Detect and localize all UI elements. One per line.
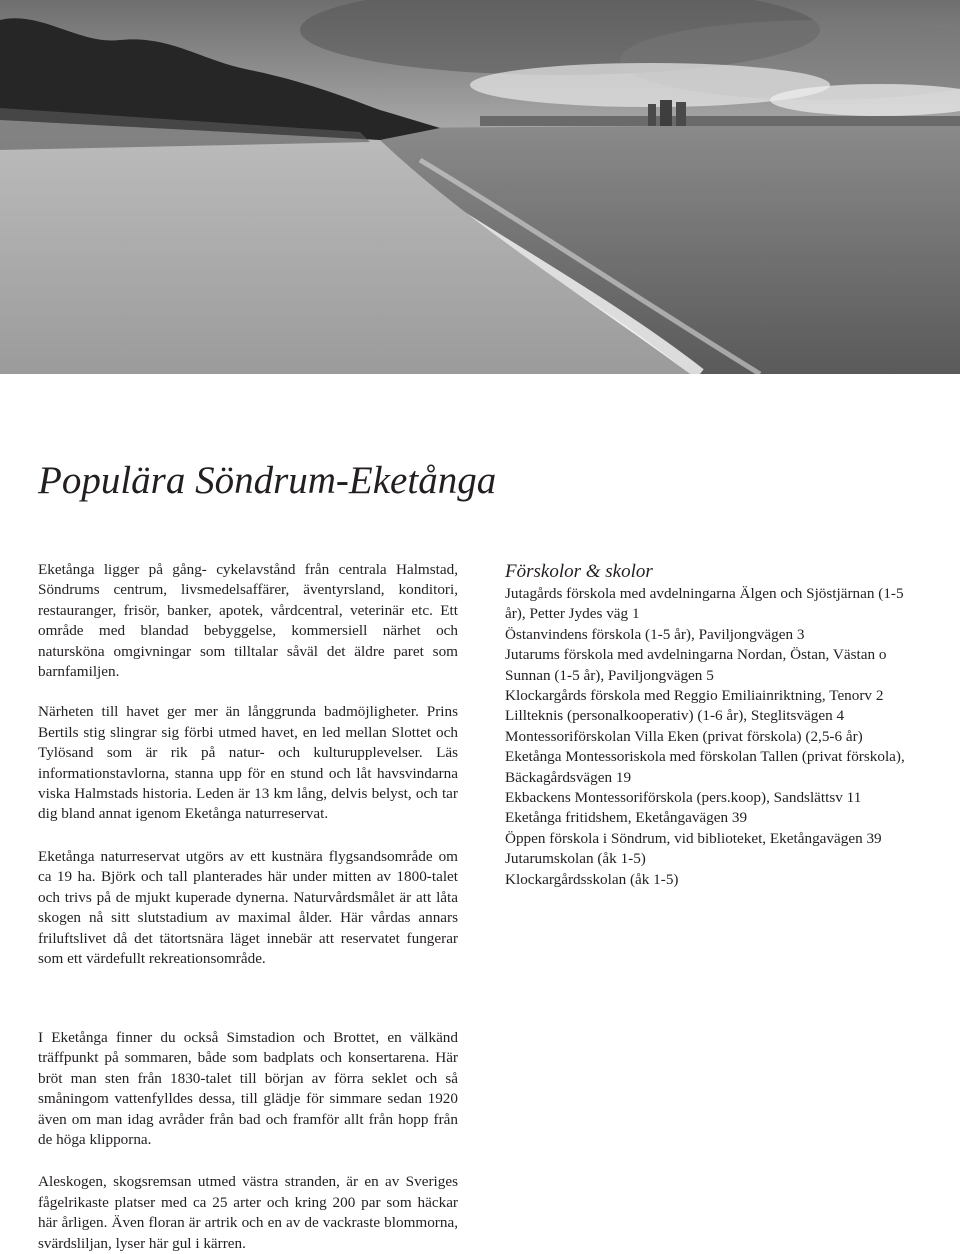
right-column (505, 560, 925, 890)
list-item: Klockargårds förskola med Reggio Emiliainriktning, Tenorv 2 (505, 687, 884, 705)
aleskogen-paragraph: Aleskogen, skogsremsan utmed västra stranden, är en av Sveriges fågelrikaste platser med ca 25 arter och kring 200 par som häckar här årligen. Även floran är artrik och en av de vackraste blommorna, svärdsliljan, lyser här gul i kärren. (38, 1173, 458, 1252)
left-column-bottom (38, 1028, 458, 1254)
list-item: Jutarumskolan (åk 1-5) (505, 850, 646, 868)
simstadion-paragraph: I Eketånga finner du också Simstadion och Brottet, en välkänd träffpunkt på sommaren, både som badplats och konsertarena. Här bröt man sten från 1830-talet till början av förra seklet och så småningom vattenfylldes dessa, till glädje för simmare sedan 1920 även om man idag avråder från bad och framför allt från hopp från de höga klipporna. (38, 1029, 458, 1149)
page-title: Populära Söndrum-Eketånga (38, 459, 497, 502)
left-column (38, 560, 458, 969)
preschool-list-1 (505, 584, 925, 706)
list-item: Öppen förskola i Söndrum, vid biblioteket, Eketångavägen 39 (505, 829, 882, 847)
reserve-paragraph: Eketånga naturreservat utgörs av ett kustnära flygsandsområde om ca 19 ha. Björk och tall planterades här under mitten av 1800-talet och trivs på de mjukt kuperade dynerna. Naturvårdsmålet är att låta skogen nå sitt slutstadium av maximal ålder. Här vårdas annars friluftslivet då det tätortsnära läget innebär att reservatet fungerar som ett värdefullt rekreationsområde. (38, 847, 458, 967)
list-item: Jutarums förskola med avdelningarna Nordan, Östan, Västan o Sunnan (1-5 år), Paviljongvägen 5 (505, 646, 887, 684)
list-item: Montessoriförskolan Villa Eken (privat förskola) (2,5-6 år) (505, 727, 863, 745)
beach-photo (0, 0, 960, 374)
preschool-list-2 (505, 706, 925, 808)
coast-paragraph: Närheten till havet ger mer än långgrunda badmöjligheter. Prins Bertils stig slingrar sig förbi utmed havet, en led mellan Slottet och Tylösand som är rik på natur- och kulturupplevelser. Läs informationstavlorna, stanna upp för en stund och låt havsvindarna viska Halmstads historia. Leden är 13 km lång, delvis belyst, och tar dig bland annat igenom Eketånga naturreservat. (38, 703, 458, 823)
list-item: Eketånga Montessoriskola med förskolan Tallen (privat förskola), Bäckagårdsvägen 19 (505, 748, 905, 786)
schools-heading: Förskolor & skolor (505, 561, 653, 582)
list-item: Lillteknis (personalkooperativ) (1-6 år), Steglitsvägen 4 (505, 707, 845, 725)
intro-paragraph: Eketånga ligger på gång- cykelavstånd från centrala Halmstad, Söndrums centrum, livsmedelsaffärer, äventyrsland, konditori, restauranger, frisör, banker, apotek, vårdcentral, veterinär etc. Ett område med blandad bebyggelse, kommersiell närhet och natursköna omgivningar som tilltalar såväl det äldre paret som barnfamiljen. (38, 561, 458, 681)
list-item: Jutagårds förskola med avdelningarna Älgen och Sjöstjärnan (1-5 år), Petter Jydes väg 1 (505, 585, 904, 623)
school-list (505, 808, 925, 890)
list-item: Klockargårdsskolan (åk 1-5) (505, 870, 679, 888)
list-item: Ekbackens Montessoriförskola (pers.koop), Sandslättsv 11 (505, 789, 862, 807)
list-item: Eketånga fritidshem, Eketångavägen 39 (505, 809, 748, 827)
list-item: Östanvindens förskola (1-5 år), Paviljongvägen 3 (505, 625, 805, 643)
